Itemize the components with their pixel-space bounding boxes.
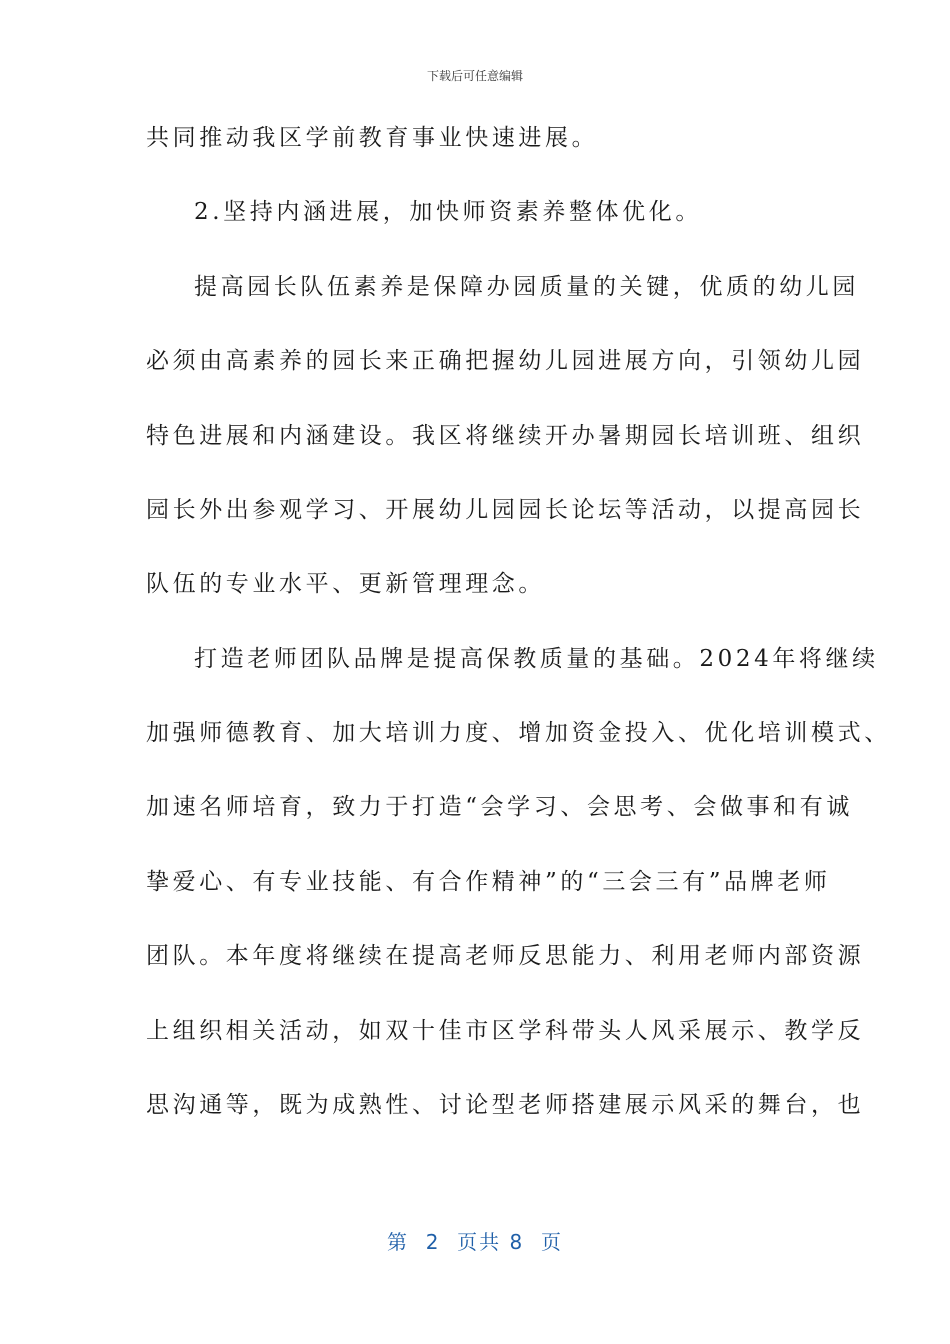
page-header-note: 下载后可任意编辑: [426, 69, 523, 83]
blank-line: [146, 752, 806, 789]
blank-line: [146, 603, 806, 640]
text-line: 加强师德教育、加大培训力度、增加资金投入、优化培训模式、: [146, 720, 891, 746]
text-line: 挚爱心、有专业技能、有合作精神”的“三会三有”品牌老师: [146, 868, 831, 895]
text-line: 加速名师培育，致力于打造“会学习、会思考、会做事和有诚: [146, 794, 853, 821]
text-line: 上组织相关活动，如双十佳市区学科带头人风采展示、教学反: [146, 1017, 865, 1044]
blank-line: [146, 157, 806, 194]
text-line: 特色进展和内涵建设。我区将继续开办暑期园长培训班、组织: [146, 422, 865, 449]
text-line: 打造老师团队品牌是提高保教质量的基础。2024年将继续: [194, 645, 879, 672]
document-body: [146, 120, 891, 1124]
blank-line: [146, 529, 806, 566]
blank-line: [146, 380, 806, 417]
text-line: 必须由高素养的园长来正确把握幼儿园进展方向，引领幼儿园: [146, 348, 865, 375]
blank-line: [146, 1050, 806, 1087]
blank-line: [146, 975, 806, 1012]
blank-line: [146, 232, 806, 269]
text-line: 队伍的专业水平、更新管理理念。: [146, 571, 545, 598]
text-line: 园长外出参观学习、开展幼儿园园长论坛等活动，以提高园长: [146, 496, 865, 523]
blank-line: [146, 827, 806, 864]
section-heading: 2.坚持内涵进展，加快师资素养整体优化。: [194, 199, 702, 226]
blank-line: [146, 306, 806, 343]
blank-line: [146, 455, 806, 492]
text-line: 提高园长队伍素养是保障办园质量的关键，优质的幼儿园: [194, 273, 859, 300]
text-line: 思沟通等，既为成熟性、讨论型老师搭建展示风采的舞台，也: [146, 1091, 865, 1118]
text-line: 团队。本年度将继续在提高老师反思能力、利用老师内部资源: [146, 943, 865, 970]
blank-line: [146, 901, 806, 938]
text-line: 共同推动我区学前教育事业快速进展。: [146, 125, 599, 151]
blank-line: [146, 678, 806, 715]
page-number-footer: 第 2 页共 8 页: [387, 1230, 563, 1254]
